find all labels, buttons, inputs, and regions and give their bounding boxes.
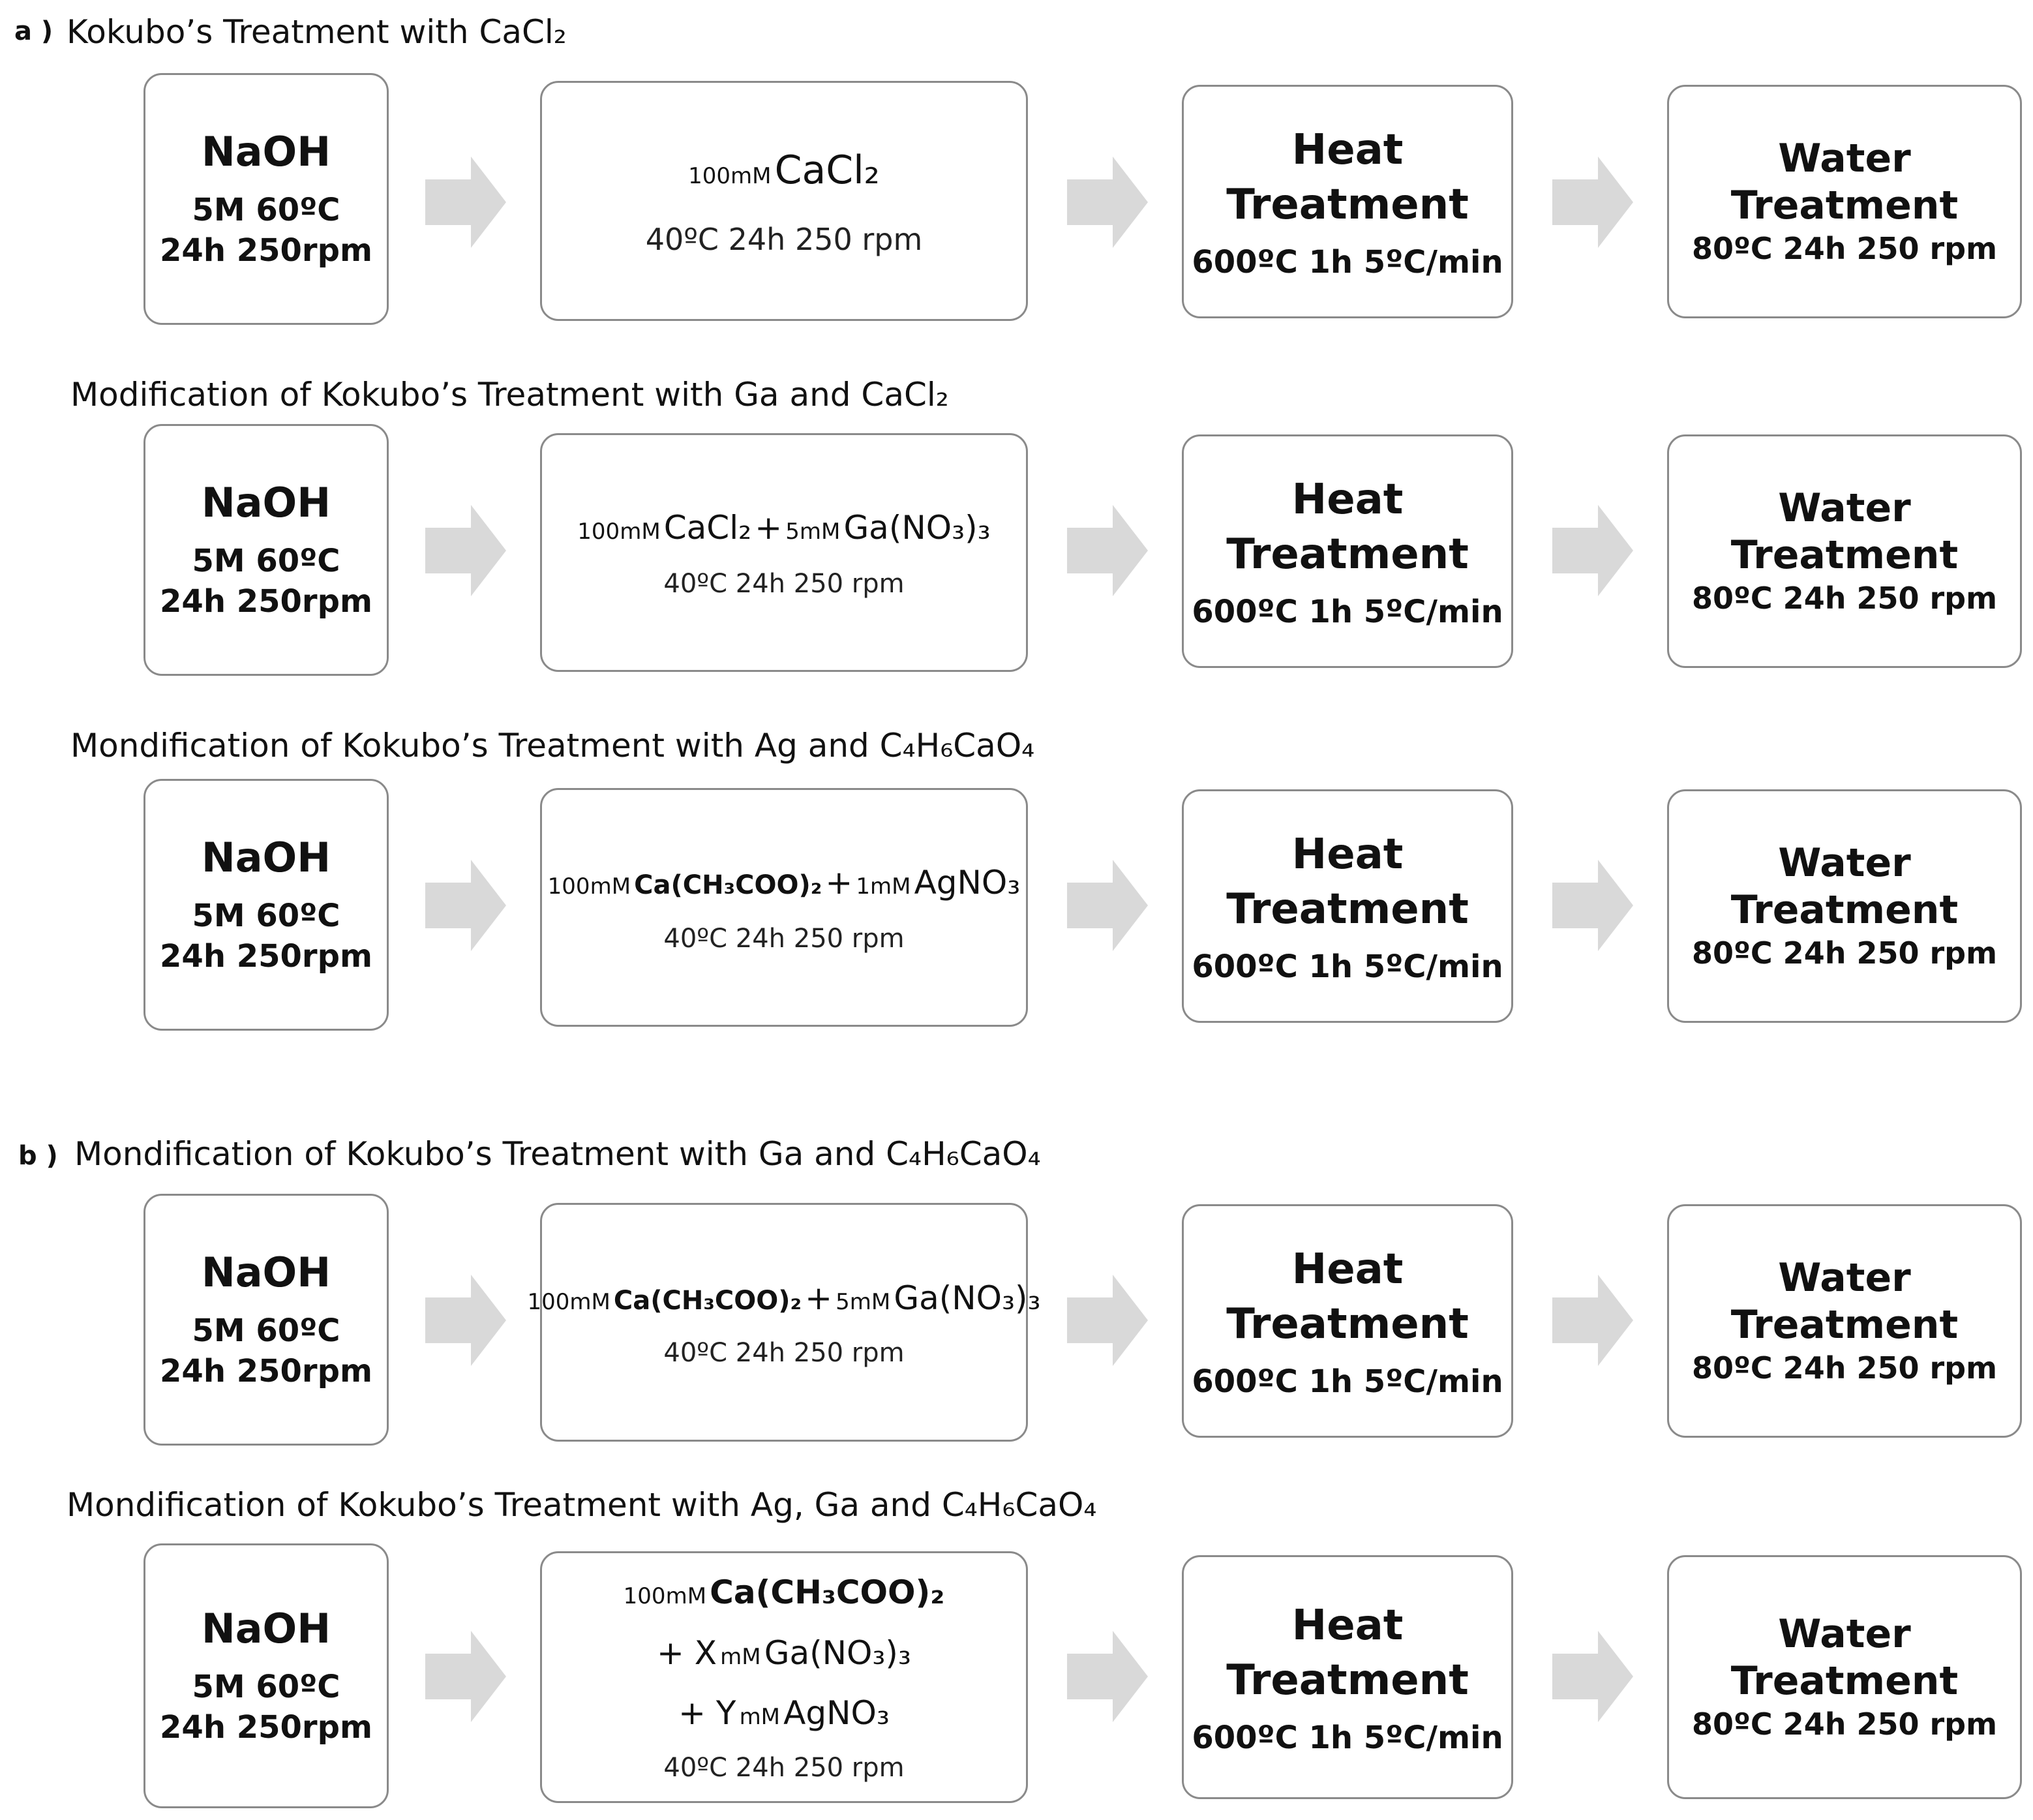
naoh-condition: 24h 250rpm [160, 1352, 372, 1389]
water-treatment-box [1667, 434, 2022, 668]
concentration-label: 100mM [547, 873, 631, 900]
solution-condition: 40ºC 24h 250 rpm [645, 222, 923, 257]
solution-condition: 40ºC 24h 250 rpm [663, 568, 905, 599]
row-title: Mondification of Kokubo’s Treatment with Ag and C₄H₆CaO₄ [70, 727, 1035, 765]
section-label-a: a ) [14, 16, 53, 46]
chemical-label: Ca(CH₃COO)₂ [613, 1285, 802, 1316]
naoh-condition: 24h 250rpm [160, 583, 372, 620]
chemical-label: Ca(CH₃COO)₂ [634, 870, 822, 900]
plus-sign: + [755, 508, 783, 547]
flow-arrow-icon [1552, 1275, 1633, 1366]
heat-label: Heat [1291, 830, 1404, 879]
naoh-label: NaOH [201, 1248, 331, 1296]
heat-treatment-box [1182, 434, 1513, 668]
naoh-condition: 5M 60ºC [192, 191, 340, 228]
concentration-label: 5mM [836, 1288, 891, 1315]
heat-label: Treatment [1226, 885, 1469, 933]
solution-step-box [540, 788, 1028, 1027]
heat-condition: 600ºC 1h 5ºC/min [1192, 244, 1503, 281]
water-treatment-box [1667, 85, 2022, 318]
heat-treatment-box [1182, 85, 1513, 318]
flow-arrow-icon [1067, 1631, 1148, 1722]
solution-step-box [540, 81, 1028, 321]
row-title: Mondification of Kokubo’s Treatment with Ag, Ga and C₄H₆CaO₄ [67, 1486, 1097, 1524]
heat-label: Heat [1291, 126, 1404, 174]
flow-arrow-icon [1067, 1275, 1148, 1366]
chemical-label: Ga(NO₃)₃ [764, 1633, 911, 1672]
concentration-label: 100mM [527, 1288, 610, 1315]
flow-arrow-icon [1552, 860, 1633, 951]
row-title: Mondification of Kokubo’s Treatment with Ga and C₄H₆CaO₄ [74, 1135, 1041, 1173]
water-label: Water Treatment [1730, 840, 1959, 933]
row-title: Modification of Kokubo’s Treatment with Ga and CaCl₂ [70, 376, 949, 414]
naoh-condition: 24h 250rpm [160, 937, 372, 975]
concentration-label: 100mM [577, 518, 661, 545]
solution-condition: 40ºC 24h 250 rpm [663, 1337, 905, 1368]
naoh-step-box [143, 424, 389, 676]
heat-treatment-box [1182, 1204, 1513, 1438]
naoh-step-box [143, 779, 389, 1031]
water-condition: 80ºC 24h 250 rpm [1691, 935, 1998, 971]
naoh-label: NaOH [201, 833, 331, 881]
heat-label: Treatment [1226, 1656, 1469, 1705]
heat-label: Heat [1291, 1601, 1404, 1650]
water-condition: 80ºC 24h 250 rpm [1691, 581, 1998, 616]
flow-arrow-icon [425, 1631, 506, 1722]
solution-step-box [540, 1551, 1028, 1803]
naoh-condition: 24h 250rpm [160, 232, 372, 269]
water-condition: 80ºC 24h 250 rpm [1691, 231, 1998, 266]
heat-condition: 600ºC 1h 5ºC/min [1192, 948, 1503, 985]
heat-condition: 600ºC 1h 5ºC/min [1192, 594, 1503, 630]
naoh-condition: 5M 60ºC [192, 1312, 340, 1349]
heat-label: Treatment [1226, 181, 1469, 229]
heat-condition: 600ºC 1h 5ºC/min [1192, 1720, 1503, 1756]
water-treatment-box [1667, 1204, 2022, 1438]
water-treatment-box [1667, 789, 2022, 1023]
chemical-label: Ca(CH₃COO)₂ [710, 1573, 945, 1611]
solution-step-box [527, 1203, 1041, 1442]
heat-label: Heat [1291, 476, 1404, 524]
flow-arrow-icon [425, 1275, 506, 1366]
naoh-step-box [143, 1543, 389, 1808]
heat-treatment-box [1182, 1555, 1513, 1799]
naoh-condition: 24h 250rpm [160, 1708, 372, 1746]
flow-arrow-icon [425, 860, 506, 951]
water-label: Water Treatment [1730, 136, 1959, 228]
water-label: Water Treatment [1730, 485, 1959, 578]
heat-label: Treatment [1226, 1300, 1469, 1348]
water-treatment-box [1667, 1555, 2022, 1799]
water-label: Water Treatment [1730, 1611, 1959, 1704]
flow-arrow-icon [1067, 505, 1148, 596]
concentration-label: 5mM [785, 518, 841, 545]
flow-arrow-icon [1067, 860, 1148, 951]
naoh-label: NaOH [201, 1604, 331, 1652]
naoh-condition: 5M 60ºC [192, 897, 340, 934]
naoh-condition: 5M 60ºC [192, 1668, 340, 1705]
water-condition: 80ºC 24h 250 rpm [1691, 1706, 1998, 1742]
heat-treatment-box [1182, 789, 1513, 1023]
heat-label: Heat [1291, 1245, 1404, 1294]
water-label: Water Treatment [1730, 1255, 1959, 1348]
chemical-label: Ga(NO₃)₃ [894, 1279, 1041, 1317]
variable-label: + Y [678, 1694, 736, 1733]
concentration-label: 100mM [688, 163, 772, 189]
naoh-step-box [143, 73, 389, 325]
heat-condition: 600ºC 1h 5ºC/min [1192, 1363, 1503, 1400]
plus-sign: + [825, 863, 853, 902]
water-condition: 80ºC 24h 250 rpm [1691, 1350, 1998, 1386]
solution-condition: 40ºC 24h 250 rpm [663, 1753, 905, 1783]
concentration-label: mM [720, 1643, 761, 1670]
concentration-label: mM [739, 1704, 781, 1731]
naoh-label: NaOH [201, 478, 331, 526]
section-label-b: b ) [18, 1141, 58, 1171]
flow-arrow-icon [1552, 1631, 1633, 1722]
flow-arrow-icon [425, 157, 506, 248]
chemical-label: Ga(NO₃)₃ [843, 508, 991, 547]
flow-arrow-icon [1552, 157, 1633, 248]
variable-label: + X [657, 1633, 717, 1672]
chemical-label: AgNO₃ [914, 863, 1021, 902]
naoh-label: NaOH [201, 127, 331, 175]
row-title: Kokubo’s Treatment with CaCl₂ [67, 13, 567, 51]
chemical-label: CaCl₂ [774, 147, 880, 193]
flow-arrow-icon [1067, 157, 1148, 248]
naoh-condition: 5M 60ºC [192, 542, 340, 579]
heat-label: Treatment [1226, 530, 1469, 579]
chemical-label: CaCl₂ [663, 508, 752, 547]
plus-sign: + [805, 1279, 833, 1317]
concentration-label: 100mM [623, 1583, 707, 1609]
flow-arrow-icon [1552, 505, 1633, 596]
concentration-label: 1mM [856, 873, 911, 900]
chemical-label: AgNO₃ [783, 1694, 890, 1733]
flow-arrow-icon [425, 505, 506, 596]
solution-condition: 40ºC 24h 250 rpm [663, 923, 905, 954]
solution-step-box [540, 433, 1028, 672]
naoh-step-box [143, 1194, 389, 1446]
